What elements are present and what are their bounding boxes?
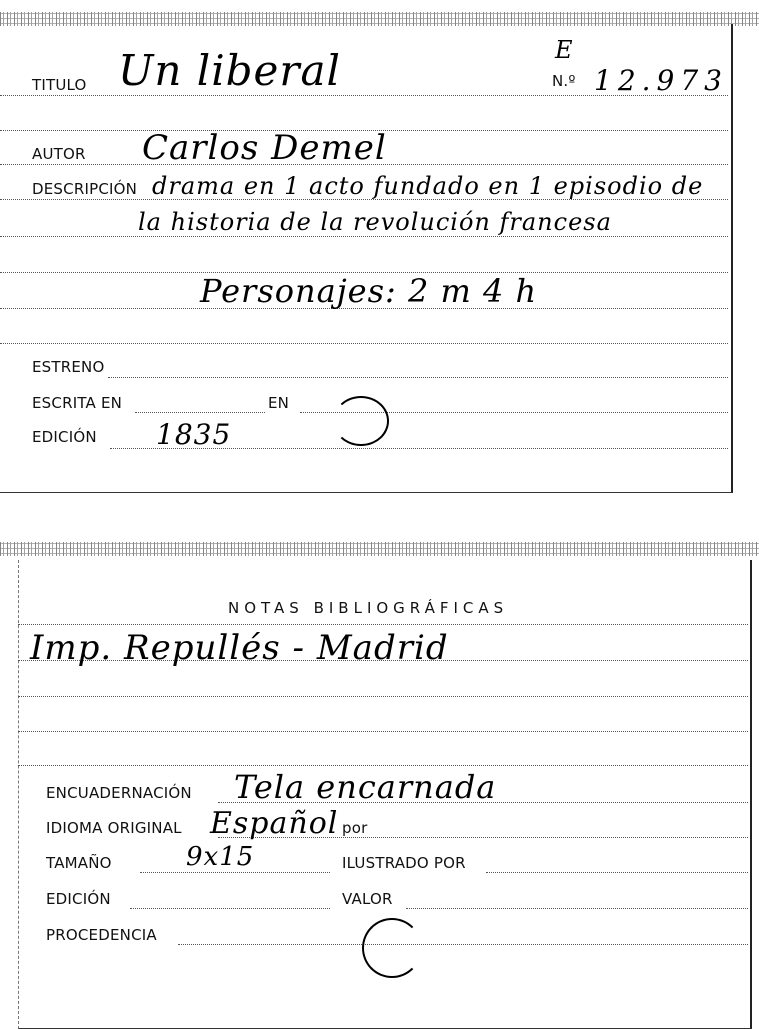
encuadernacion-value: Tela encarnada [234,768,497,806]
autor-value: Carlos Demel [142,128,387,168]
escrita-en-label: ESCRITA EN [32,394,123,412]
idioma-value: Español [210,806,339,841]
card-letter-mark: E [555,36,574,64]
descripcion-line-2: la historia de la revolución francesa [138,208,612,236]
rule [135,412,265,413]
edicion-label: EDICIÓN [32,428,97,446]
rule [406,908,748,909]
encuadernacion-label: ENCUADERNACIÓN [46,784,192,802]
notas-value: Imp. Repullés - Madrid [30,628,449,668]
rule [18,765,748,766]
descripcion-line-1: drama en 1 acto fundado en 1 episodio de [152,172,704,200]
rule [18,696,748,697]
rule [0,343,728,344]
hole-punch-mark [362,918,422,978]
tamano-value: 9x15 [186,842,255,872]
edicion-value: 1835 [156,418,232,451]
notas-heading: NOTAS BIBLIOGRÁFICAS [228,599,509,617]
en-label: EN [268,394,290,412]
idioma-label: IDIOMA ORIGINAL [46,819,182,837]
edicion2-label: EDICIÓN [46,890,111,908]
rule [178,944,748,945]
autor-label: AUTOR [32,145,86,163]
hole-punch-mark [333,396,389,446]
titulo-value: Un liberal [118,46,341,95]
rule [140,872,330,873]
personajes-note: Personajes: 2 m 4 h [200,272,538,310]
procedencia-label: PROCEDENCIA [46,926,157,944]
rule [486,872,748,873]
numero-value: 12.973 [594,64,728,97]
valor-label: VALOR [342,890,393,908]
rule [130,908,330,909]
titulo-label: TITULO [32,76,87,94]
por-label: por [342,819,368,837]
rule [18,624,748,625]
rule [108,377,728,378]
rule [18,731,748,732]
descripcion-label: DESCRIPCIÓN [32,180,138,198]
estreno-label: ESTRENO [32,358,105,376]
rule [0,236,728,237]
card2-top-edge [0,542,759,556]
tamano-label: TAMAÑO [46,854,112,872]
ilustrado-label: ILUSTRADO POR [342,854,466,872]
numero-label: N.º [552,72,576,90]
